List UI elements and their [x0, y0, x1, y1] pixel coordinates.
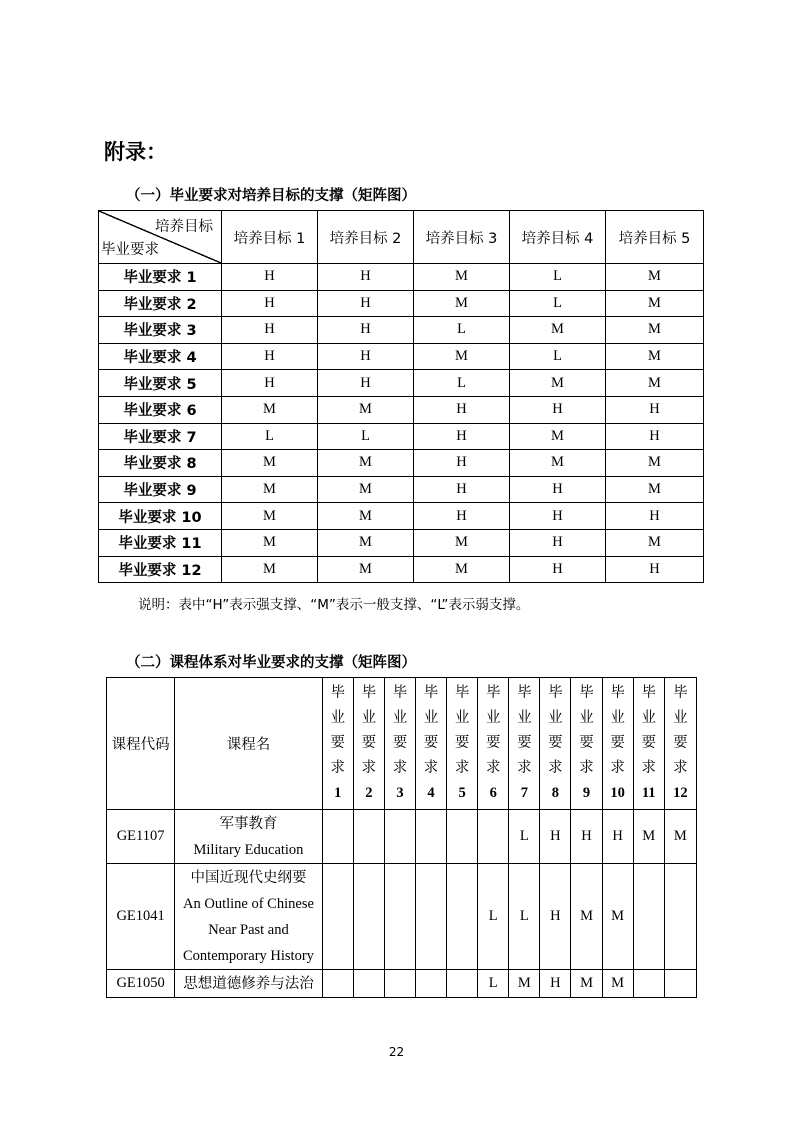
- course-name-line: Near Past and: [208, 921, 289, 938]
- section1-title: （一）毕业要求对培养目标的支撑（矩阵图）: [126, 188, 416, 204]
- req-header-char: 要: [361, 735, 377, 751]
- support-level-cell: [478, 810, 509, 864]
- req-header-char: 求: [454, 760, 470, 776]
- support-level-cell: M: [602, 864, 633, 970]
- req-header-char: 要: [517, 735, 532, 751]
- req-header-char: 毕: [392, 685, 408, 701]
- req-header-number: 10: [610, 785, 625, 801]
- support-level-cell: [384, 864, 415, 970]
- support-level-cell: [633, 864, 664, 970]
- support-level-cell: H: [222, 264, 318, 291]
- grad-req-column-header: [322, 678, 353, 810]
- support-level-cell: M: [633, 810, 664, 864]
- support-level-cell: [353, 864, 384, 970]
- support-level-cell: [322, 864, 353, 970]
- support-level-cell: H: [222, 290, 318, 317]
- support-level-cell: H: [414, 476, 510, 503]
- matrix1-row: [99, 476, 704, 503]
- support-level-cell: H: [510, 476, 606, 503]
- support-level-cell: H: [318, 290, 414, 317]
- page-number: 22: [388, 1045, 405, 1059]
- req-header-char: 毕: [485, 685, 501, 701]
- grad-req-column-header: [478, 678, 509, 810]
- grad-req-label: 毕业要求 11: [99, 529, 222, 556]
- req-header-number: 2: [365, 785, 373, 801]
- support-level-cell: H: [414, 503, 510, 530]
- support-level-cell: H: [606, 396, 704, 423]
- support-level-cell: L: [414, 317, 510, 344]
- support-level-cell: M: [414, 290, 510, 317]
- corner-top-label: 培养目标: [155, 219, 213, 235]
- support-level-cell: M: [414, 264, 510, 291]
- support-level-cell: M: [222, 476, 318, 503]
- req-header-char: 毕: [423, 685, 439, 701]
- support-level-cell: [664, 970, 696, 998]
- support-level-cell: M: [606, 370, 704, 397]
- support-level-cell: M: [510, 317, 606, 344]
- support-level-cell: M: [318, 556, 414, 583]
- support-level-cell: [447, 810, 478, 864]
- support-level-cell: M: [664, 810, 696, 864]
- support-level-cell: H: [606, 556, 704, 583]
- req-header-char: 要: [641, 735, 656, 751]
- matrix1-row: [99, 450, 704, 477]
- req-header-number: 5: [458, 785, 466, 801]
- support-level-cell: M: [414, 556, 510, 583]
- grad-req-column-header: [602, 678, 633, 810]
- support-level-cell: H: [414, 450, 510, 477]
- objective-header: 培养目标 4: [510, 211, 606, 264]
- support-level-cell: L: [510, 290, 606, 317]
- req-header-number: 1: [334, 785, 342, 801]
- support-level-cell: L: [222, 423, 318, 450]
- course-code: GE1050: [107, 970, 175, 998]
- req-header-char: 要: [579, 735, 594, 751]
- support-level-cell: [664, 864, 696, 970]
- support-level-cell: L: [414, 370, 510, 397]
- support-level-cell: [384, 810, 415, 864]
- objective-header: 培养目标 3: [414, 211, 510, 264]
- req-header-char: 要: [454, 735, 470, 751]
- req-header-char: 要: [485, 735, 501, 751]
- req-header-char: 要: [548, 735, 563, 751]
- req-header-number: 3: [396, 785, 404, 801]
- support-level-cell: H: [510, 503, 606, 530]
- support-level-cell: H: [510, 396, 606, 423]
- req-header-char: 毕: [454, 685, 470, 701]
- grad-req-column-header: [571, 678, 602, 810]
- support-level-cell: H: [222, 343, 318, 370]
- support-level-cell: H: [571, 810, 602, 864]
- objective-header: 培养目标 2: [318, 211, 414, 264]
- req-header-char: 求: [392, 760, 408, 776]
- course-row: [107, 864, 697, 970]
- req-header-number: 4: [427, 785, 435, 801]
- support-level-cell: M: [318, 396, 414, 423]
- matrix1-row: [99, 503, 704, 530]
- req-header-char: 求: [579, 760, 594, 776]
- support-level-cell: M: [318, 450, 414, 477]
- grad-req-label: 毕业要求 12: [99, 556, 222, 583]
- course-row: [107, 810, 697, 864]
- req-header-char: 业: [454, 710, 470, 726]
- course-name-line: 军事教育: [219, 815, 278, 832]
- req-header-char: 求: [423, 760, 439, 776]
- support-level-cell: H: [318, 370, 414, 397]
- support-level-cell: M: [606, 343, 704, 370]
- req-header-char: 业: [610, 710, 625, 726]
- support-level-cell: H: [602, 810, 633, 864]
- corner-cell: [99, 211, 222, 264]
- req-header-char: 毕: [579, 685, 594, 701]
- support-level-cell: L: [478, 970, 509, 998]
- support-level-cell: [322, 970, 353, 998]
- support-level-cell: M: [318, 476, 414, 503]
- support-level-cell: [447, 970, 478, 998]
- req-header-char: 毕: [641, 685, 656, 701]
- course-name: [175, 864, 323, 970]
- req-header-char: 求: [610, 760, 625, 776]
- req-header-char: 要: [673, 735, 688, 751]
- objective-header: 培养目标 5: [606, 211, 704, 264]
- req-header-number: 11: [641, 785, 656, 801]
- req-header-char: 业: [548, 710, 563, 726]
- support-level-cell: M: [606, 450, 704, 477]
- support-level-cell: M: [606, 529, 704, 556]
- grad-req-column-header: [633, 678, 664, 810]
- section2-title: （二）课程体系对毕业要求的支撑（矩阵图）: [126, 655, 416, 671]
- req-header-char: 业: [673, 710, 688, 726]
- course-name-line: An Outline of Chinese: [183, 895, 314, 912]
- req-header-char: 毕: [548, 685, 563, 701]
- grad-req-label: 毕业要求 7: [99, 423, 222, 450]
- support-level-cell: M: [318, 529, 414, 556]
- req-header-char: 业: [579, 710, 594, 726]
- support-level-cell: [322, 810, 353, 864]
- grad-req-label: 毕业要求 4: [99, 343, 222, 370]
- course-code: GE1041: [107, 864, 175, 970]
- course-code: GE1107: [107, 810, 175, 864]
- support-level-cell: [384, 970, 415, 998]
- support-level-cell: L: [509, 864, 540, 970]
- req-header-char: 业: [517, 710, 532, 726]
- support-level-cell: M: [414, 529, 510, 556]
- req-header-char: 要: [423, 735, 439, 751]
- support-level-cell: [353, 810, 384, 864]
- support-level-cell: M: [318, 503, 414, 530]
- grad-req-label: 毕业要求 6: [99, 396, 222, 423]
- req-header-char: 求: [548, 760, 563, 776]
- support-level-cell: L: [478, 864, 509, 970]
- req-header-char: 要: [330, 735, 346, 751]
- req-header-char: 求: [330, 760, 346, 776]
- matrix2-header-row: [107, 678, 697, 810]
- req-header-number: 8: [551, 785, 560, 801]
- matrix1-row: [99, 343, 704, 370]
- support-level-cell: [416, 864, 447, 970]
- support-level-cell: M: [571, 970, 602, 998]
- matrix1-row: [99, 529, 704, 556]
- support-level-cell: H: [222, 317, 318, 344]
- course-name-line: Military Education: [193, 841, 304, 858]
- grad-req-label: 毕业要求 1: [99, 264, 222, 291]
- grad-req-column-header: [509, 678, 540, 810]
- support-level-cell: M: [222, 556, 318, 583]
- matrix1-row: [99, 370, 704, 397]
- support-level-cell: H: [414, 396, 510, 423]
- req-header-char: 毕: [361, 685, 377, 701]
- req-header-char: 要: [610, 735, 625, 751]
- course-name: [175, 810, 323, 864]
- support-level-cell: M: [602, 970, 633, 998]
- support-level-cell: M: [606, 290, 704, 317]
- support-level-cell: H: [510, 556, 606, 583]
- grad-req-column-header: [447, 678, 478, 810]
- support-level-cell: M: [510, 370, 606, 397]
- appendix-heading: 附录：: [104, 140, 167, 164]
- course-row: [107, 970, 697, 998]
- matrix1-row: [99, 396, 704, 423]
- support-level-cell: L: [510, 264, 606, 291]
- support-level-cell: M: [606, 476, 704, 503]
- support-level-cell: M: [222, 529, 318, 556]
- matrix1-note: 说明：表中“H”表示强支撑、“M”表示一般支撑、“L”表示弱支撑。: [138, 597, 530, 613]
- req-header-char: 毕: [673, 685, 688, 701]
- support-level-cell: [416, 810, 447, 864]
- support-level-cell: M: [222, 503, 318, 530]
- req-header-char: 求: [673, 760, 688, 776]
- matrix1-row: [99, 290, 704, 317]
- course-name: [175, 970, 323, 998]
- req-header-number: 7: [520, 785, 528, 801]
- matrix1-row: [99, 556, 704, 583]
- matrix1-row: [99, 317, 704, 344]
- grad-req-label: 毕业要求 9: [99, 476, 222, 503]
- support-level-cell: H: [606, 423, 704, 450]
- grad-req-label: 毕业要求 2: [99, 290, 222, 317]
- req-header-char: 求: [361, 760, 377, 776]
- support-level-cell: [447, 864, 478, 970]
- req-header-char: 毕: [517, 685, 532, 701]
- support-level-cell: M: [571, 864, 602, 970]
- support-level-cell: L: [510, 343, 606, 370]
- support-level-cell: H: [540, 810, 571, 864]
- support-level-cell: M: [606, 264, 704, 291]
- grad-req-column-header: [664, 678, 696, 810]
- req-header-char: 求: [517, 760, 532, 776]
- course-grad-req-matrix: [106, 677, 697, 998]
- grad-req-label: 毕业要求 5: [99, 370, 222, 397]
- req-header-char: 求: [485, 760, 501, 776]
- support-level-cell: M: [510, 450, 606, 477]
- req-header-char: 业: [330, 710, 346, 726]
- support-level-cell: M: [222, 450, 318, 477]
- grad-req-label: 毕业要求 3: [99, 317, 222, 344]
- corner-bottom-label: 毕业要求: [101, 242, 159, 258]
- support-level-cell: H: [318, 317, 414, 344]
- req-header-char: 毕: [610, 685, 625, 701]
- course-name-line: Contemporary History: [183, 947, 314, 964]
- grad-req-column-header: [540, 678, 571, 810]
- req-header-char: 业: [392, 710, 408, 726]
- support-level-cell: L: [318, 423, 414, 450]
- req-header-char: 求: [641, 760, 656, 776]
- support-level-cell: H: [606, 503, 704, 530]
- grad-req-label: 毕业要求 10: [99, 503, 222, 530]
- support-level-cell: [416, 970, 447, 998]
- matrix1-header-row: [99, 211, 704, 264]
- grad-req-column-header: [384, 678, 415, 810]
- req-header-number: 6: [489, 785, 497, 801]
- support-level-cell: M: [509, 970, 540, 998]
- support-level-cell: H: [318, 264, 414, 291]
- req-header-char: 要: [392, 735, 408, 751]
- matrix1-row: [99, 423, 704, 450]
- support-level-cell: [353, 970, 384, 998]
- grad-req-column-header: [416, 678, 447, 810]
- req-header-number: 12: [673, 785, 688, 801]
- req-header-char: 业: [361, 710, 377, 726]
- support-level-cell: M: [510, 423, 606, 450]
- support-level-cell: H: [222, 370, 318, 397]
- course-code-header: 课程代码: [107, 678, 175, 810]
- req-header-char: 业: [641, 710, 656, 726]
- grad-req-objective-matrix: [98, 210, 704, 583]
- support-level-cell: H: [540, 864, 571, 970]
- course-name-header: 课程名: [175, 678, 323, 810]
- support-level-cell: H: [318, 343, 414, 370]
- req-header-char: 毕: [330, 685, 346, 701]
- support-level-cell: M: [414, 343, 510, 370]
- req-header-char: 业: [423, 710, 439, 726]
- req-header-number: 9: [582, 785, 591, 801]
- support-level-cell: [633, 970, 664, 998]
- support-level-cell: M: [222, 396, 318, 423]
- matrix1-row: [99, 264, 704, 291]
- objective-header: 培养目标 1: [222, 211, 318, 264]
- support-level-cell: H: [540, 970, 571, 998]
- support-level-cell: M: [606, 317, 704, 344]
- course-name-line: 思想道德修养与法治: [183, 975, 314, 992]
- grad-req-column-header: [353, 678, 384, 810]
- req-header-char: 业: [485, 710, 501, 726]
- support-level-cell: H: [510, 529, 606, 556]
- course-name-line: 中国近现代史纲要: [190, 869, 307, 886]
- support-level-cell: H: [414, 423, 510, 450]
- support-level-cell: L: [509, 810, 540, 864]
- grad-req-label: 毕业要求 8: [99, 450, 222, 477]
